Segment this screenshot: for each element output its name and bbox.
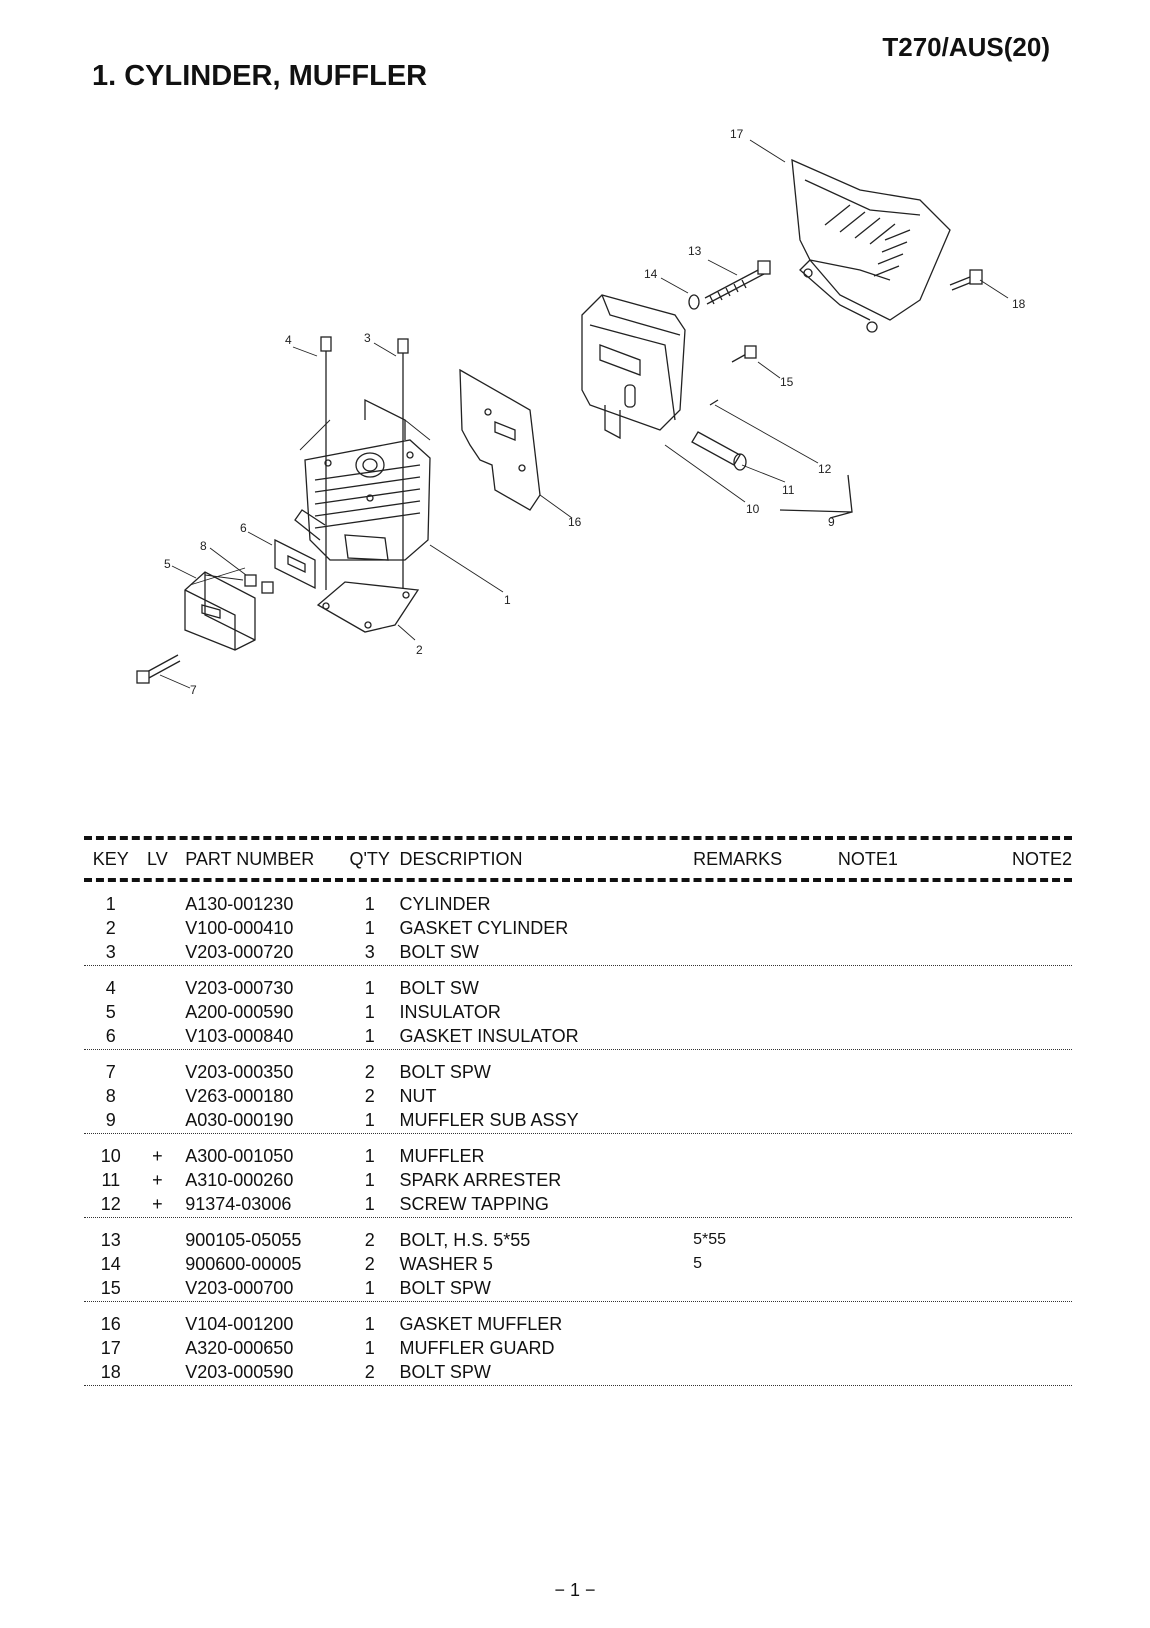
cell-qty: 1	[364, 978, 375, 998]
gasket-insulator-drawing	[275, 540, 315, 588]
washer-14-drawing	[689, 295, 699, 309]
cell-qty: 2	[364, 1254, 375, 1274]
table-row	[84, 1192, 1072, 1216]
muffler-drawing	[582, 295, 685, 438]
cell-key: 12	[100, 1194, 121, 1214]
spark-arrester-drawing	[692, 400, 746, 470]
callout-11: 11	[782, 483, 795, 497]
callout-14: 14	[644, 267, 658, 281]
cell-lv: +	[152, 1170, 163, 1190]
table-row	[84, 1360, 1072, 1384]
cell-qty: 2	[364, 1362, 375, 1382]
cell-key: 13	[100, 1230, 121, 1250]
cell-qty: 1	[364, 1002, 375, 1022]
table-row	[84, 1000, 1072, 1024]
group-divider	[84, 1385, 1072, 1386]
cell-qty: 1	[364, 918, 375, 938]
page-title: 1. CYLINDER, MUFFLER	[92, 60, 428, 92]
cell-qty: 1	[364, 1146, 375, 1166]
cell-part-number: 91374-03006	[185, 1194, 292, 1214]
callout-1: 1	[504, 593, 511, 607]
table-row	[84, 1108, 1072, 1132]
cell-key: 17	[100, 1338, 121, 1358]
cell-qty: 1	[364, 1026, 375, 1046]
table-row	[84, 976, 1072, 1000]
bolt-18-drawing	[950, 270, 982, 290]
table-row	[84, 1228, 1072, 1252]
cell-description: BOLT SPW	[399, 1362, 491, 1382]
table-row	[84, 1024, 1072, 1048]
cell-description: BOLT SPW	[399, 1278, 491, 1298]
cell-qty: 1	[364, 1278, 375, 1298]
cell-description: MUFFLER	[399, 1146, 485, 1166]
bolt-7-drawing	[137, 655, 180, 683]
cell-part-number: V203-000730	[185, 978, 294, 998]
cell-key: 7	[105, 1062, 116, 1082]
cell-key: 16	[100, 1314, 121, 1334]
table-row	[84, 1336, 1072, 1360]
callout-3: 3	[364, 331, 371, 345]
table-row	[84, 1084, 1072, 1108]
table-row	[84, 1168, 1072, 1192]
cell-key: 9	[105, 1110, 116, 1130]
cell-part-number: A300-001050	[185, 1146, 294, 1166]
model-code: T270/AUS(20)	[882, 32, 1050, 62]
callout-16: 16	[568, 515, 582, 529]
cell-description: GASKET MUFFLER	[399, 1314, 563, 1334]
callout-18: 18	[1012, 297, 1026, 311]
header-part-number: PART NUMBER	[185, 848, 315, 869]
cell-qty: 2	[364, 1230, 375, 1250]
cell-part-number: V103-000840	[185, 1026, 294, 1046]
header-note2: NOTE2	[1011, 848, 1072, 869]
table-row	[84, 940, 1072, 964]
parts-table-header	[84, 840, 1072, 878]
table-row	[84, 1252, 1072, 1276]
parts-group	[84, 1302, 1072, 1385]
cell-description: WASHER 5	[399, 1254, 493, 1274]
cell-description: BOLT SW	[399, 942, 479, 962]
cell-part-number: V203-000350	[185, 1062, 294, 1082]
cell-key: 6	[105, 1026, 116, 1046]
gasket-muffler-drawing	[460, 370, 540, 510]
parts-group	[84, 882, 1072, 965]
cell-qty: 1	[364, 1314, 375, 1334]
parts-table-body	[84, 882, 1072, 1386]
parts-list	[84, 836, 1072, 1386]
cell-key: 3	[105, 942, 116, 962]
table-row	[84, 1312, 1072, 1336]
cell-description: MUFFLER SUB ASSY	[399, 1110, 579, 1130]
page-number: − 1 −	[554, 1580, 596, 1600]
cell-qty: 1	[364, 1110, 375, 1130]
cell-qty: 1	[364, 1194, 375, 1214]
callout-17: 17	[730, 127, 744, 141]
cell-key: 11	[101, 1170, 121, 1190]
table-row	[84, 892, 1072, 916]
cell-part-number: A310-000260	[185, 1170, 294, 1190]
header-lv: LV	[147, 848, 168, 869]
callout-13: 13	[688, 244, 702, 258]
cell-part-number: V263-000180	[185, 1086, 294, 1106]
cell-key: 4	[105, 978, 116, 998]
cell-description: SCREW TAPPING	[399, 1194, 549, 1214]
callout-8: 8	[200, 539, 207, 553]
cell-remarks: 5*55	[693, 1231, 727, 1248]
cell-part-number: V203-000590	[185, 1362, 294, 1382]
header-key: KEY	[92, 848, 129, 869]
callout-4: 4	[285, 333, 292, 347]
cell-key: 1	[105, 894, 116, 914]
exploded-parts-diagram	[120, 120, 1080, 740]
header-description: DESCRIPTION	[399, 848, 523, 869]
cell-remarks: 5	[693, 1255, 703, 1272]
header-qty: Q'TY	[349, 848, 390, 869]
table-row	[84, 1060, 1072, 1084]
cell-key: 5	[105, 1002, 116, 1022]
bolt-15-drawing	[732, 346, 756, 362]
cell-description: CYLINDER	[399, 894, 491, 914]
bolt-13-drawing	[705, 261, 770, 304]
callout-12: 12	[818, 462, 832, 476]
cell-description: BOLT SW	[399, 978, 479, 998]
gasket-cylinder-drawing	[318, 582, 418, 632]
muffler-guard-drawing	[792, 160, 950, 332]
cell-description: BOLT SPW	[399, 1062, 491, 1082]
cell-part-number: V104-001200	[185, 1314, 294, 1334]
cell-part-number: A130-001230	[185, 894, 294, 914]
cell-part-number: V203-000720	[185, 942, 294, 962]
nuts-8-drawing	[245, 575, 273, 593]
callout-6: 6	[240, 521, 247, 535]
cell-description: MUFFLER GUARD	[399, 1338, 555, 1358]
table-row	[84, 916, 1072, 940]
cell-qty: 1	[364, 894, 375, 914]
cell-key: 10	[100, 1146, 121, 1166]
cell-key: 2	[105, 918, 116, 938]
cell-description: NUT	[399, 1086, 437, 1106]
cell-lv: +	[152, 1194, 163, 1214]
cell-description: BOLT, H.S. 5*55	[399, 1230, 531, 1250]
callout-10: 10	[746, 502, 760, 516]
cell-part-number: A030-000190	[185, 1110, 294, 1130]
table-row	[84, 1144, 1072, 1168]
cell-key: 18	[100, 1362, 121, 1382]
callout-5: 5	[164, 557, 171, 571]
table-row	[84, 1276, 1072, 1300]
cell-description: SPARK ARRESTER	[399, 1170, 562, 1190]
cell-qty: 1	[364, 1338, 375, 1358]
cell-description: INSULATOR	[399, 1002, 501, 1022]
parts-group	[84, 1218, 1072, 1301]
cell-part-number: V203-000700	[185, 1278, 294, 1298]
callout-2: 2	[416, 643, 423, 657]
callout-9: 9	[828, 515, 835, 529]
parts-group	[84, 1134, 1072, 1217]
cell-lv: +	[152, 1146, 163, 1166]
cell-key: 14	[100, 1254, 121, 1274]
cell-qty: 2	[364, 1086, 375, 1106]
cell-part-number: A200-000590	[185, 1002, 294, 1022]
cell-key: 15	[100, 1278, 121, 1298]
cell-description: GASKET CYLINDER	[399, 918, 569, 938]
cell-qty: 1	[364, 1170, 375, 1190]
parts-group	[84, 1050, 1072, 1133]
cell-part-number: A320-000650	[185, 1338, 294, 1358]
cell-part-number: 900600-00005	[185, 1254, 302, 1274]
callout-7: 7	[190, 683, 197, 697]
cell-part-number: V100-000410	[185, 918, 294, 938]
callout-15: 15	[780, 375, 794, 389]
cell-key: 8	[105, 1086, 116, 1106]
cell-qty: 2	[364, 1062, 375, 1082]
cell-part-number: 900105-05055	[185, 1230, 302, 1250]
parts-group	[84, 966, 1072, 1049]
cell-qty: 3	[364, 942, 375, 962]
header-note1: NOTE1	[837, 848, 898, 869]
diagram-svg	[120, 120, 1080, 740]
cell-description: GASKET INSULATOR	[399, 1026, 579, 1046]
header-remarks: REMARKS	[693, 848, 783, 869]
